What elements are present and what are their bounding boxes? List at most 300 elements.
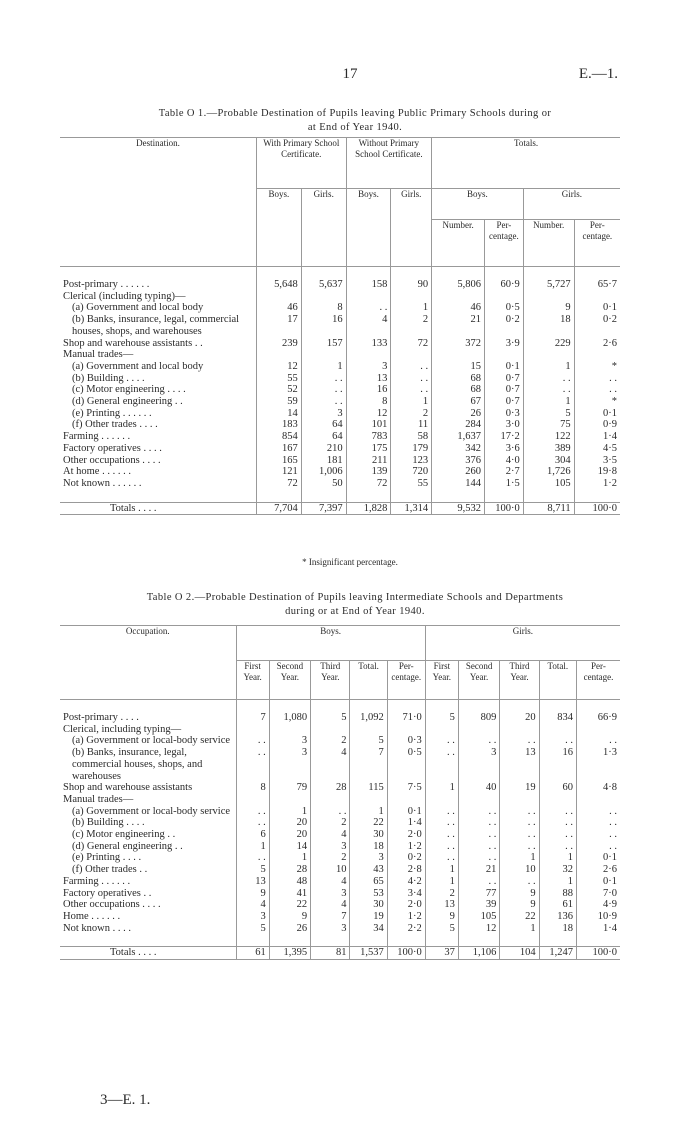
table-cell: 22	[500, 911, 539, 923]
table1-caption-line1: Table O 1.—Probable Destination of Pupils leaving Public Primary Schools during or	[158, 108, 552, 119]
totals-cell: 1,537	[350, 947, 387, 960]
table-cell: 48	[269, 876, 310, 888]
table-cell: 9	[425, 911, 458, 923]
table-cell: 13	[500, 747, 539, 782]
table-row	[60, 841, 620, 853]
table-cell	[576, 794, 620, 806]
table-cell: 20	[500, 712, 539, 724]
table-cell: 3	[311, 923, 350, 935]
table-cell: 5,637	[301, 279, 346, 291]
table-row	[60, 724, 620, 736]
row-label: Post-primary . . . .	[63, 712, 139, 723]
table-row	[60, 852, 620, 864]
table-cell: 1,092	[350, 712, 387, 724]
table-cell: 20	[269, 817, 310, 829]
table-cell: 6	[236, 829, 269, 841]
table-cell: 8	[301, 302, 346, 314]
totals-cell: 1,314	[391, 502, 432, 515]
table-cell: 0·2	[387, 852, 425, 864]
table-cell: 0·5	[485, 302, 524, 314]
table-cell: 2	[311, 817, 350, 829]
table-cell: 1	[301, 361, 346, 373]
table-row	[60, 829, 620, 841]
t1-header-boys-number: Number.	[432, 220, 485, 267]
table-cell: 14	[269, 841, 310, 853]
table-row	[60, 782, 620, 794]
table-cell: 342	[432, 443, 485, 455]
table-cell: 5	[425, 712, 458, 724]
table-cell: 3	[269, 735, 310, 747]
row-label: (a) Government or local-body service	[72, 805, 231, 817]
table-cell: 3·6	[485, 443, 524, 455]
table-cell: 53	[350, 888, 387, 900]
table-cell: 1,080	[269, 712, 310, 724]
table-cell: . .	[574, 384, 620, 396]
table-cell: . .	[539, 829, 576, 841]
table-cell: 0·1	[574, 302, 620, 314]
table-cell: 21	[458, 864, 499, 876]
table-cell: 105	[523, 478, 574, 490]
table-cell: 0·1	[387, 806, 425, 818]
row-label: Shop and warehouse assistants . .	[63, 337, 203, 349]
table-cell: 12	[458, 923, 499, 935]
t2-header-boys-percentage: Per-centage.	[387, 661, 425, 700]
table-cell: 3	[269, 747, 310, 782]
table-cell	[311, 794, 350, 806]
t1-header-with-boys: Boys.	[257, 189, 302, 267]
table-cell	[425, 724, 458, 736]
table-cell: 165	[257, 455, 302, 467]
table-cell: . .	[425, 817, 458, 829]
totals-cell: 7,704	[257, 502, 302, 515]
table-cell: 5	[311, 712, 350, 724]
table-cell: . .	[500, 817, 539, 829]
table-cell: . .	[425, 747, 458, 782]
table-cell: . .	[425, 806, 458, 818]
table-cell	[432, 349, 485, 361]
t1-header-with-certificate: With Primary School Certificate.	[257, 138, 347, 189]
table-cell: 3	[311, 888, 350, 900]
table-cell: 1	[350, 806, 387, 818]
table-cell: 12	[346, 408, 391, 420]
table-cell: 4	[346, 314, 391, 337]
table-cell: 68	[432, 373, 485, 385]
t1-header-with-girls: Girls.	[301, 189, 346, 267]
table1-footnote: * Insignificant percentage.	[302, 557, 398, 567]
table-cell: 123	[391, 455, 432, 467]
table-cell: 1	[391, 302, 432, 314]
table-cell	[458, 794, 499, 806]
table-cell: 1·4	[576, 923, 620, 935]
table-cell: 0·7	[485, 373, 524, 385]
t1-header-destination: Destination.	[60, 138, 257, 267]
table-cell: 2·0	[387, 899, 425, 911]
table-row	[60, 384, 620, 396]
table-cell	[523, 291, 574, 303]
table-cell: . .	[301, 373, 346, 385]
table-cell: 16	[539, 747, 576, 782]
table-cell: 7	[311, 911, 350, 923]
table-row	[60, 349, 620, 361]
t2-header-girls-percentage: Per-centage.	[576, 661, 620, 700]
table-cell: 1	[500, 852, 539, 864]
table-cell: 40	[458, 782, 499, 794]
table-cell: 22	[350, 817, 387, 829]
table-cell: 59	[257, 396, 302, 408]
table-cell: 1	[269, 806, 310, 818]
row-label: (d) General engineering . .	[72, 396, 183, 408]
table-cell: 376	[432, 455, 485, 467]
t1-header-totals: Totals.	[432, 138, 620, 189]
table-cell: 30	[350, 899, 387, 911]
table-cell: 229	[523, 338, 574, 350]
table-cell: . .	[391, 384, 432, 396]
table-cell: . .	[458, 817, 499, 829]
table-cell: 64	[301, 431, 346, 443]
table-row	[60, 735, 620, 747]
table-cell: *	[574, 361, 620, 373]
t1-header-without-boys: Boys.	[346, 189, 391, 267]
table-cell: 3·5	[574, 455, 620, 467]
table-cell: 1	[269, 852, 310, 864]
table2-body	[60, 700, 620, 947]
table-cell: . .	[500, 876, 539, 888]
table-cell: . .	[539, 817, 576, 829]
table-cell: . .	[301, 396, 346, 408]
table-cell: 1·2	[387, 911, 425, 923]
table-cell: 1	[425, 876, 458, 888]
table-cell: 101	[346, 419, 391, 431]
table-cell: 15	[432, 361, 485, 373]
table-cell: 157	[301, 338, 346, 350]
table-cell: 1·3	[576, 747, 620, 782]
row-label: Factory operatives . .	[63, 887, 152, 899]
table-cell: 46	[257, 302, 302, 314]
table-row	[60, 279, 620, 291]
table-cell: 16	[346, 384, 391, 396]
table-cell: 4	[236, 899, 269, 911]
table-cell: 4	[311, 829, 350, 841]
table-cell: 41	[269, 888, 310, 900]
table-cell: 34	[350, 923, 387, 935]
table-cell: . .	[301, 384, 346, 396]
table-row	[60, 419, 620, 431]
table-cell: . .	[574, 373, 620, 385]
table-cell: . .	[458, 735, 499, 747]
table-cell: 3·9	[485, 338, 524, 350]
table-cell	[346, 291, 391, 303]
table-cell: 1	[425, 782, 458, 794]
table-cell: 16	[301, 314, 346, 337]
table-cell: 71·0	[387, 712, 425, 724]
totals-cell: 100·0	[576, 947, 620, 960]
table-row	[60, 302, 620, 314]
table-cell: . .	[539, 841, 576, 853]
row-label: Manual trades—	[63, 793, 134, 805]
table-cell: . .	[458, 852, 499, 864]
table-cell: 79	[269, 782, 310, 794]
table-cell: 19·8	[574, 466, 620, 478]
row-label: (a) Government and local body	[72, 360, 204, 372]
totals-cell: 7,397	[301, 502, 346, 515]
table-cell: 284	[432, 419, 485, 431]
table-cell: 26	[269, 923, 310, 935]
t1-header-girls-number: Number.	[523, 220, 574, 267]
table-cell: 3	[301, 408, 346, 420]
t2-header-girls-third: Third Year.	[500, 661, 539, 700]
table-cell: 68	[432, 384, 485, 396]
table-row	[60, 314, 620, 337]
table-cell: 4·8	[576, 782, 620, 794]
table-cell	[432, 291, 485, 303]
table-cell: 372	[432, 338, 485, 350]
table-cell: 3	[458, 747, 499, 782]
row-label: (b) Building . . . .	[72, 817, 145, 829]
t2-header-girls-total: Total.	[539, 661, 576, 700]
table-cell: 1·4	[387, 817, 425, 829]
row-label: (b) Banks, insurance, legal, commercial houses, shops, and warehouses	[72, 314, 240, 337]
table-cell: 1·2	[574, 478, 620, 490]
totals-cell: 100·0	[387, 947, 425, 960]
table-cell: . .	[576, 806, 620, 818]
table-cell	[523, 349, 574, 361]
signature-mark: 3—E. 1.	[100, 1092, 151, 1108]
t2-header-girls-first: First Year.	[425, 661, 458, 700]
table-cell: 28	[311, 782, 350, 794]
table-cell: 5	[236, 923, 269, 935]
table-cell: 64	[301, 419, 346, 431]
table-cell: 4·0	[485, 455, 524, 467]
table-row	[60, 466, 620, 478]
table-cell: 210	[301, 443, 346, 455]
table-row	[60, 455, 620, 467]
table-cell: . .	[523, 373, 574, 385]
table-cell: 1	[236, 841, 269, 853]
table-cell: 60	[539, 782, 576, 794]
table-cell: 121	[257, 466, 302, 478]
table-cell: 1	[539, 852, 576, 864]
table-cell: 9	[236, 888, 269, 900]
t2-header-boys-third: Third Year.	[311, 661, 350, 700]
totals-cell: 104	[500, 947, 539, 960]
table-cell: 66·9	[576, 712, 620, 724]
table-cell: 809	[458, 712, 499, 724]
row-label: (f) Other trades . .	[72, 864, 148, 876]
table-cell: 1·4	[574, 431, 620, 443]
t2-header-boys-total: Total.	[350, 661, 387, 700]
table-cell: 2	[311, 852, 350, 864]
row-label: Not known . . . .	[63, 922, 131, 934]
table-cell: 13	[236, 876, 269, 888]
table1-footer	[60, 502, 620, 515]
table-row	[60, 817, 620, 829]
table-cell	[269, 724, 310, 736]
table-cell: 136	[539, 911, 576, 923]
table-cell	[485, 291, 524, 303]
table-cell: . .	[425, 735, 458, 747]
table-cell: 58	[391, 431, 432, 443]
table-cell: 2·0	[387, 829, 425, 841]
table2-caption-line2: during or at End of Year 1940.	[285, 606, 425, 617]
t1-header-without-girls: Girls.	[391, 189, 432, 267]
table-cell: . .	[236, 806, 269, 818]
table-cell: 304	[523, 455, 574, 467]
table-cell: . .	[576, 841, 620, 853]
table-cell: 0·3	[387, 735, 425, 747]
table-cell: . .	[311, 806, 350, 818]
table-row	[60, 443, 620, 455]
table-cell: 1·2	[387, 841, 425, 853]
table-cell: 14	[257, 408, 302, 420]
row-label: (b) Building . . . .	[72, 372, 145, 384]
table-cell: 144	[432, 478, 485, 490]
table-cell: 77	[458, 888, 499, 900]
table-row	[60, 361, 620, 373]
table-cell: 0·1	[574, 408, 620, 420]
table1-body	[60, 267, 620, 503]
table-cell: 32	[539, 864, 576, 876]
table-cell: 4·2	[387, 876, 425, 888]
row-label: Shop and warehouse assistants	[63, 782, 193, 794]
table-cell: 7·0	[576, 888, 620, 900]
table-row	[60, 747, 620, 782]
table-cell	[391, 349, 432, 361]
table-cell: . .	[576, 735, 620, 747]
table-cell: 1,637	[432, 431, 485, 443]
table-cell: 8	[236, 782, 269, 794]
table-cell: . .	[236, 817, 269, 829]
table-cell: 0·5	[387, 747, 425, 782]
table-cell: 5,806	[432, 279, 485, 291]
row-label: (b) Banks, insurance, legal, commercial houses, shops, and warehouses	[72, 747, 203, 782]
row-label: (a) Government and local body	[72, 302, 204, 314]
table-cell	[458, 724, 499, 736]
row-label: (c) Motor engineering . .	[72, 829, 176, 841]
table-cell: 115	[350, 782, 387, 794]
table-row	[60, 876, 620, 888]
table2-caption-line1: Table O 2.—Probable Destination of Pupils leaving Intermediate Schools and Departments	[146, 592, 564, 603]
table-cell: 2·7	[485, 466, 524, 478]
totals-row	[60, 947, 620, 960]
table-cell	[257, 349, 302, 361]
row-label: (a) Government or local-body service	[72, 735, 231, 747]
table-cell: . .	[500, 829, 539, 841]
table-cell: 19	[350, 911, 387, 923]
table-row	[60, 806, 620, 818]
table-cell	[301, 349, 346, 361]
table1-caption	[60, 107, 650, 135]
table-cell	[539, 794, 576, 806]
table-cell: 7	[350, 747, 387, 782]
t1-header-totals-girls: Girls.	[523, 189, 620, 220]
totals-cell: 1,247	[539, 947, 576, 960]
table-cell: 2	[311, 735, 350, 747]
t1-header-totals-boys: Boys.	[432, 189, 524, 220]
table-cell	[236, 794, 269, 806]
t1-header-without-certificate: Without Primary School Certificate.	[346, 138, 432, 189]
table-cell: 10	[311, 864, 350, 876]
row-label: Home . . . . . .	[63, 910, 121, 922]
table-cell: 1·5	[485, 478, 524, 490]
table-cell: 3	[346, 361, 391, 373]
row-label: (e) Printing . . . .	[72, 852, 142, 864]
table-cell: 183	[257, 419, 302, 431]
table-cell: 2	[391, 314, 432, 337]
table-cell	[539, 724, 576, 736]
totals-cell: 81	[311, 947, 350, 960]
table-cell: 52	[257, 384, 302, 396]
table-row	[60, 712, 620, 724]
table-cell: 720	[391, 466, 432, 478]
table-cell: . .	[425, 841, 458, 853]
table-cell: 30	[350, 829, 387, 841]
table-row	[60, 923, 620, 935]
table-cell: 2·6	[576, 864, 620, 876]
table2-caption	[60, 591, 650, 619]
table-cell: 158	[346, 279, 391, 291]
table-cell: 19	[500, 782, 539, 794]
table-cell: 18	[350, 841, 387, 853]
table-cell: 2·2	[387, 923, 425, 935]
table-cell: 0·1	[576, 876, 620, 888]
table-cell: 46	[432, 302, 485, 314]
row-label: (e) Printing . . . . . .	[72, 407, 152, 419]
totals-cell: 1,828	[346, 502, 391, 515]
table-row	[60, 794, 620, 806]
totals-cell: 100·0	[574, 502, 620, 515]
totals-cell: 8,711	[523, 502, 574, 515]
table-cell: 4·9	[576, 899, 620, 911]
table-cell: 260	[432, 466, 485, 478]
table-cell: 11	[391, 419, 432, 431]
row-label: Post-primary . . . . . .	[63, 279, 150, 290]
table-cell: 18	[539, 923, 576, 935]
table-cell: . .	[236, 852, 269, 864]
t2-header-boys-second: Second Year.	[269, 661, 310, 700]
table-cell: 17·2	[485, 431, 524, 443]
totals-cell: 1,395	[269, 947, 310, 960]
table-cell: 55	[391, 478, 432, 490]
table-cell: 2	[425, 888, 458, 900]
table-row	[60, 291, 620, 303]
table-cell	[485, 349, 524, 361]
table-cell: 0·2	[485, 314, 524, 337]
table-cell: . .	[458, 806, 499, 818]
table-row	[60, 396, 620, 408]
table-row	[60, 888, 620, 900]
table-cell: 3·0	[485, 419, 524, 431]
t2-header-girls: Girls.	[425, 626, 620, 661]
table-cell: 4·5	[574, 443, 620, 455]
totals-cell: 1,106	[458, 947, 499, 960]
table-cell: . .	[523, 384, 574, 396]
table-row	[60, 373, 620, 385]
table-cell: 65	[350, 876, 387, 888]
table-cell: 67	[432, 396, 485, 408]
table-cell	[387, 794, 425, 806]
table-cell: . .	[576, 817, 620, 829]
table-cell: 21	[432, 314, 485, 337]
table-cell: . .	[391, 361, 432, 373]
table-cell: 0·3	[485, 408, 524, 420]
table-cell: 1,726	[523, 466, 574, 478]
table-cell	[391, 291, 432, 303]
table-cell: 139	[346, 466, 391, 478]
table-cell: 783	[346, 431, 391, 443]
table-cell	[350, 794, 387, 806]
table-cell: 175	[346, 443, 391, 455]
table-cell: 4	[311, 747, 350, 782]
